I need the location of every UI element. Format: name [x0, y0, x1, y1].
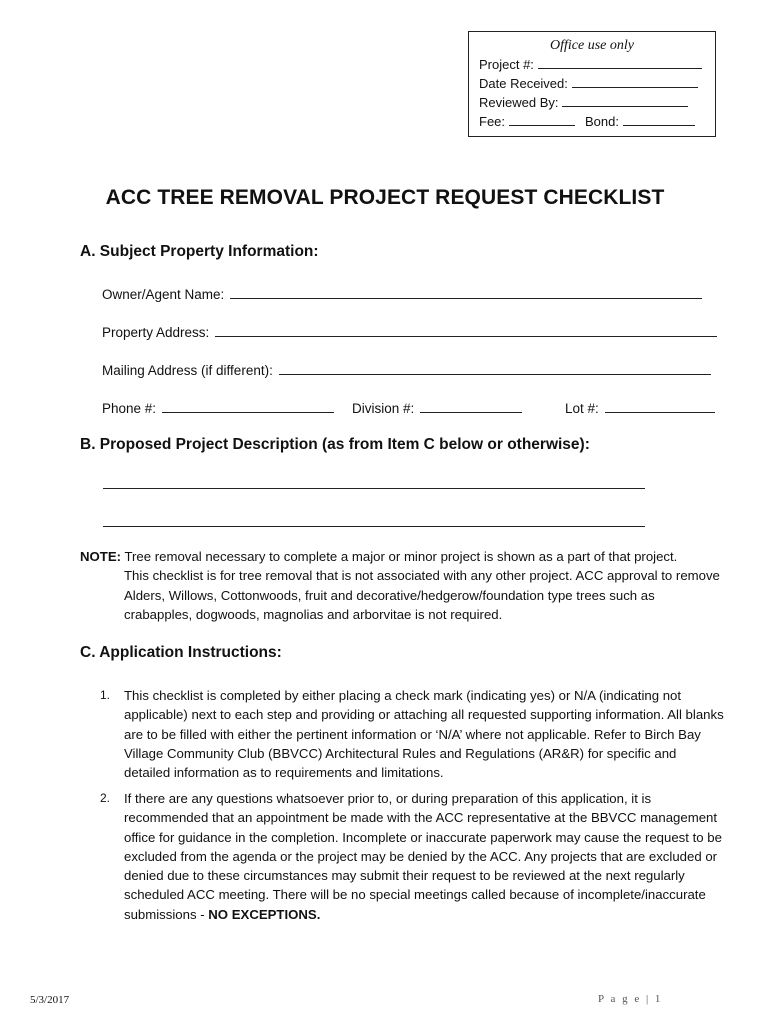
owner-agent-field[interactable]	[230, 284, 702, 299]
mailing-address-label: Mailing Address (if different):	[102, 363, 273, 378]
section-b-heading: B. Proposed Project Description (as from Item C below or otherwise):	[80, 436, 590, 453]
note-body: This checklist is for tree removal that is not associated with any other project. ACC approval to remove Alders, Willows, Cottonwoods, fruit and decorative/hedgerow/foundation type trees such as crabapples, dogwoods, magnolias and arborvitae is not required.	[124, 568, 720, 622]
mailing-address-field[interactable]	[279, 360, 711, 375]
project-number-field[interactable]	[538, 55, 702, 69]
instruction-item-2	[100, 789, 725, 924]
bond-field[interactable]	[623, 112, 695, 126]
note-paragraph	[80, 547, 720, 624]
reviewed-by-row	[479, 93, 705, 112]
mailing-address-row	[102, 360, 711, 378]
fee-bond-row	[479, 112, 705, 131]
owner-agent-label: Owner/Agent Name:	[102, 287, 225, 302]
property-address-label: Property Address:	[102, 325, 210, 340]
instruction-text: If there are any questions whatsoever prior to, or during preparation of this application, it is recommended that an appointment be made with the ACC representative at the BBVCC management office for guidance in the completion. Incomplete or inaccurate paperwork may cause the request to be excluded from the agenda or the project may be denied by the ACC. Any projects that are excluded or denied due to these circumstances may submit their request to be reviewed at the next regularly scheduled ACC meeting. There will be no special meetings called because of incomplete/inaccurate submissions -	[124, 791, 722, 922]
fee-field[interactable]	[509, 112, 575, 126]
note-line-1: Tree removal necessary to complete a major or minor project is shown as a part of that project.	[121, 549, 678, 564]
reviewed-by-label: Reviewed By:	[479, 95, 559, 110]
project-number-label: Project #:	[479, 57, 534, 72]
property-address-field[interactable]	[215, 322, 717, 337]
project-number-row	[479, 55, 705, 74]
footer-date: 5/3/2017	[30, 994, 70, 1006]
lot-label: Lot #:	[565, 401, 599, 416]
description-line-2[interactable]	[103, 526, 645, 527]
division-row	[352, 398, 522, 416]
instruction-number: 2.	[100, 791, 111, 805]
date-received-row	[479, 74, 705, 93]
page-title: ACC TREE REMOVAL PROJECT REQUEST CHECKLIST	[105, 186, 665, 209]
lot-row	[565, 398, 715, 416]
phone-field[interactable]	[162, 398, 334, 413]
property-address-row	[102, 322, 717, 340]
date-received-field[interactable]	[572, 74, 698, 88]
division-field[interactable]	[420, 398, 522, 413]
fee-label: Fee:	[479, 114, 506, 129]
section-c-heading: C. Application Instructions:	[80, 644, 282, 661]
instruction-emphasis: NO EXCEPTIONS.	[208, 906, 321, 922]
description-line-1[interactable]	[103, 488, 645, 489]
office-use-title: Office use only	[550, 38, 634, 53]
owner-agent-row	[102, 284, 702, 302]
phone-label: Phone #:	[102, 401, 157, 416]
division-label: Division #:	[352, 401, 415, 416]
section-a-heading: A. Subject Property Information:	[80, 243, 319, 260]
phone-row	[102, 398, 334, 416]
instruction-number: 1.	[100, 688, 111, 702]
date-received-label: Date Received:	[479, 76, 568, 91]
reviewed-by-field[interactable]	[562, 93, 688, 107]
lot-field[interactable]	[605, 398, 715, 413]
bond-label: Bond:	[585, 114, 619, 129]
instruction-item-1	[100, 686, 725, 782]
office-use-box	[468, 31, 716, 137]
note-label: NOTE:	[80, 549, 122, 564]
footer-page-number: P a g e | 1	[598, 993, 663, 1005]
instruction-text: This checklist is completed by either placing a check mark (indicating yes) or N/A (indicating not applicable) next to each step and providing or attaching all requested supporting information. All blanks are to be filled with either the pertinent information or ‘N/A’ where not applicable. Refer to Birch Bay Village Community Club (BBVCC) Architectural Rules and Regulations (AR&R) for specific and detailed information as to requirements and limitations.	[124, 688, 724, 781]
instruction-text-wrapper	[124, 789, 725, 924]
